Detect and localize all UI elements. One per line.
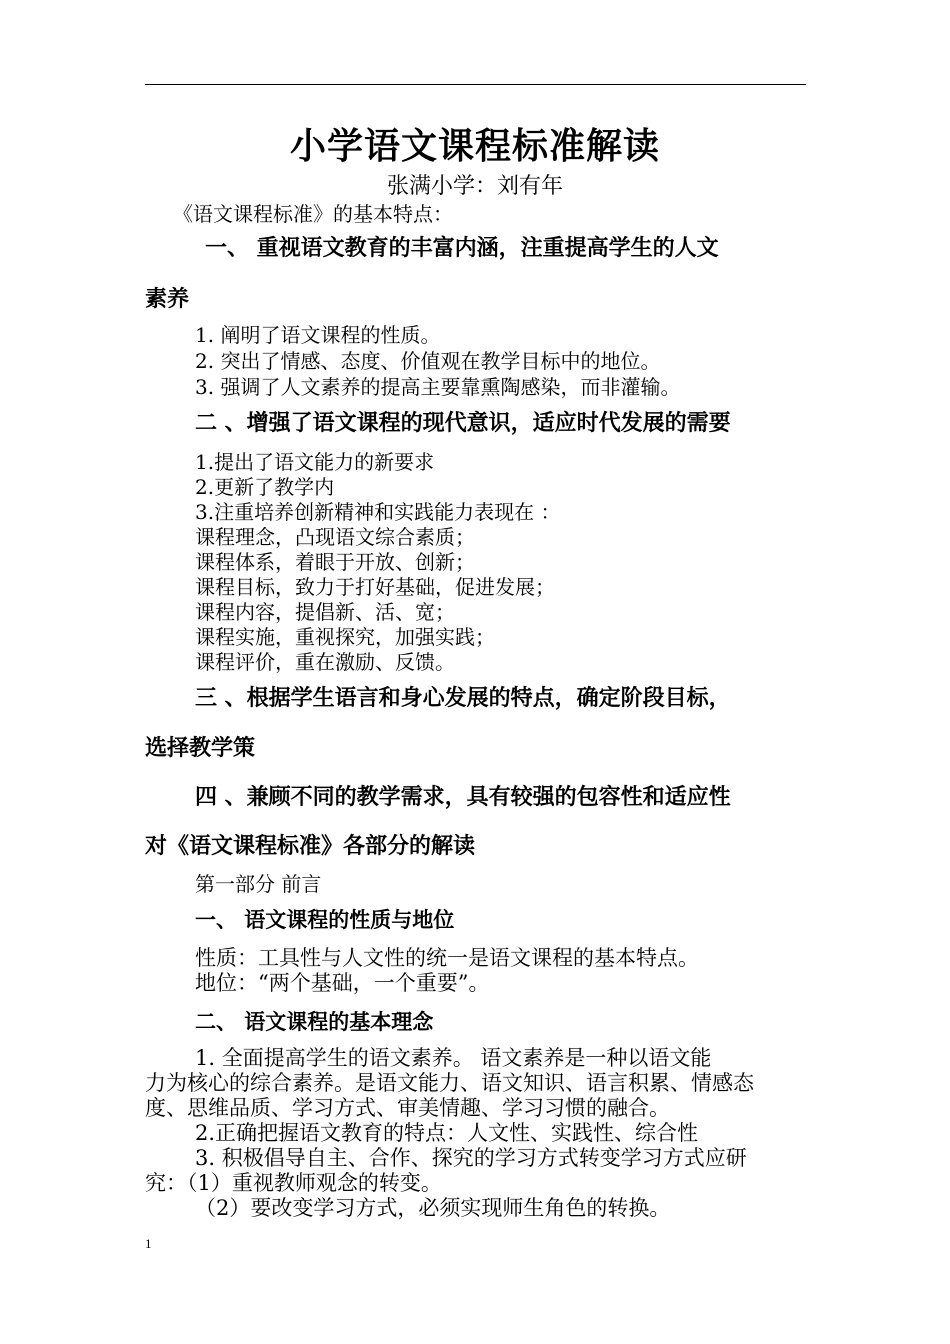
header-rule bbox=[145, 84, 806, 85]
feature2-item: 课程目标，致力于打好基础，促进发展； bbox=[195, 575, 555, 599]
section2-heading: 二、 语文课程的基本理念 bbox=[195, 1010, 434, 1034]
section1-item: 地位：“两个基础，一个重要”。 bbox=[195, 971, 490, 995]
feature3-heading-cont: 选择教学策 bbox=[145, 736, 256, 761]
feature2-item: 课程体系，着眼于开放、创新； bbox=[195, 550, 475, 574]
section2-line: 究：（1）重视教师观念的转变。 bbox=[145, 1171, 442, 1195]
feature2-item: 课程理念，凸现语文综合素质； bbox=[195, 525, 475, 549]
feature2-item: 1.提出了语文能力的新要求 bbox=[195, 450, 435, 474]
feature2-heading: 二 、增强了语文课程的现代意识，适应时代发展的需要 bbox=[195, 411, 731, 436]
feature2-item: 3.注重培养创新精神和实践能力表现在 ： bbox=[195, 500, 561, 524]
feature1-heading-cont: 素养 bbox=[145, 287, 190, 312]
section2-line: （2）要改变学习方式，必须实现师生角色的转换。 bbox=[195, 1196, 671, 1220]
feature2-item: 2.更新了教学内 bbox=[195, 475, 335, 499]
document-author: 张满小学：刘有年 bbox=[386, 174, 563, 199]
section2-line: 度、思维品质、学习方式、审美情趣、学习习惯的融合。 bbox=[145, 1096, 670, 1120]
feature3-heading: 三 、根据学生语言和身心发展的特点，确定阶段目标， bbox=[195, 686, 731, 711]
feature2-item: 课程实施，重视探究，加强实践； bbox=[195, 625, 495, 649]
section2-line: 1. 全面提高学生的语文素养。 语文素养是一种以语文能 bbox=[195, 1046, 712, 1070]
page-number: 1 bbox=[145, 1236, 152, 1251]
part1-label: 第一部分 前言 bbox=[195, 872, 322, 896]
feature1-item: 3. 强调了人文素养的提高主要靠熏陶感染，而非灌输。 bbox=[195, 375, 681, 399]
document-title: 小学语文课程标准解读 bbox=[289, 125, 660, 167]
feature2-item: 课程内容，提倡新、活、宽； bbox=[195, 600, 455, 624]
interpretation-heading: 对《语文课程标准》各部分的解读 bbox=[145, 834, 476, 859]
section1-heading: 一、 语文课程的性质与地位 bbox=[195, 908, 455, 932]
feature1-heading: 一、 重视语文教育的丰富内涵，注重提高学生的人文 bbox=[205, 236, 719, 261]
section2-line: 3. 积极倡导自主、合作、探究的学习方式转变学习方式应研 bbox=[195, 1146, 747, 1170]
feature1-item: 1. 阐明了语文课程的性质。 bbox=[195, 323, 441, 347]
intro-line: 《语文课程标准》的基本特点： bbox=[173, 202, 453, 226]
section2-line: 2.正确把握语文教育的特点：人文性、实践性、综合性 bbox=[195, 1121, 699, 1145]
section1-item: 性质：工具性与人文性的统一是语文课程的基本特点。 bbox=[195, 946, 699, 970]
feature1-item: 2. 突出了情感、态度、价值观在教学目标中的地位。 bbox=[195, 349, 661, 373]
feature2-item: 课程评价，重在激励、反馈。 bbox=[195, 650, 455, 674]
feature4-heading: 四 、兼顾不同的教学需求，具有较强的包容性和适应性 bbox=[195, 785, 731, 810]
section2-line: 力为核心的综合素养。是语文能力、语文知识、语言积累、情感态 bbox=[145, 1071, 754, 1095]
